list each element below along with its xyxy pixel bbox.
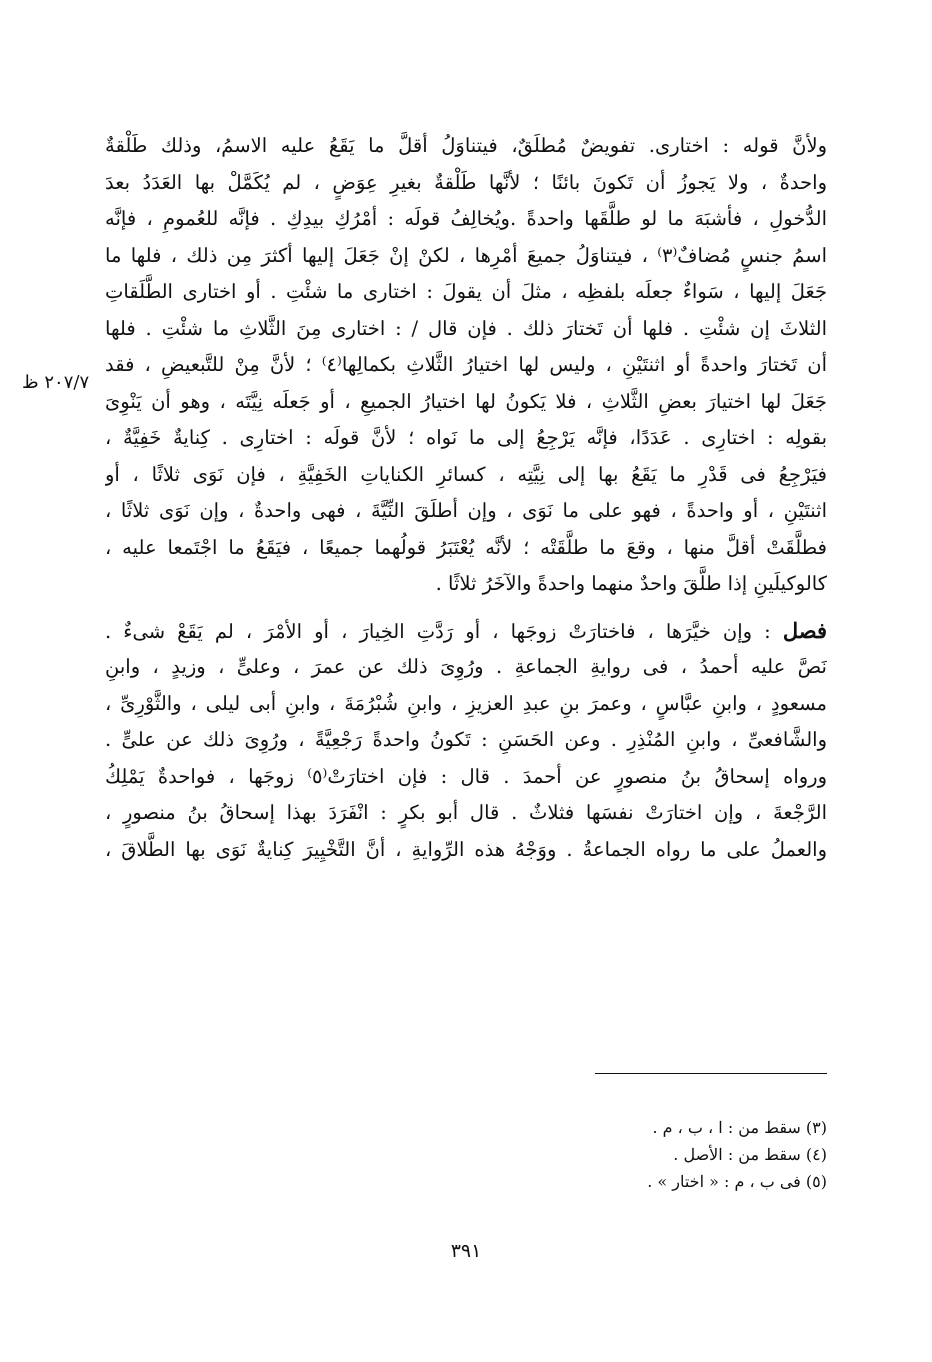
text-line: الرَّجْعةَ ، وإن اختارَتْ نفسَها فثلاثٌ . قال أبو بكرٍ : انْفَرَدَ بهذا إسحاقُ بنُ منصورٍ ، [105, 801, 827, 824]
manuscript-folio-reference: ٢٠٧/٧ ظ [22, 372, 90, 393]
footnote-separator [595, 1073, 827, 1074]
footnote: (٤) سقط من : الأصل . [673, 1145, 827, 1164]
text-line: ورواه إسحاقُ بنُ منصورٍ عن أحمدَ . قال : فإن اختارَتْ⁽٥⁾ زوجَها ، فواحدةٌ يَمْلِكُ [105, 764, 827, 788]
text-line: نَصَّ عليه أحمدُ ، فى روايةِ الجماعةِ . ورُوِىَ ذلك عن عمرَ ، وعلىٍّ ، وزيدٍ ، وابنِ [105, 655, 827, 678]
footnote: (٣) سقط من : ا ، ب ، م . [652, 1118, 827, 1137]
section-heading-text: : وإن خيَّرَها ، فاختارَتْ زوجَها ، أو رَدَّتِ الخِيارَ ، أو الأمْرَ ، لم يَقَعْ شىءٌ . [105, 619, 783, 643]
text-line: جَعَلَ إليها ، سَواءٌ جعلَه بلفظِه ، مثلَ أن يقولَ : اختارى ما شئْتِ . أو اختارى الطَّلَقاتِ [105, 280, 827, 303]
text-line: ولأنَّ قوله : اختارى. تفويضٌ مُطلَقٌ، فيتناوَلُ أقلَّ ما يَقَعُ عليه الاسمُ، وذلك طَلْقةٌ [105, 134, 827, 157]
page-number: ٣٩١ [450, 1240, 482, 1262]
footnotes [430, 1114, 827, 1195]
text-line: بقولِه : اختارِى . عَدَدًا، فإنَّه يَرْجِعُ إلى ما نَواه ؛ لأنَّ قولَه : اختارِى . كِنايةٌ خَفِيَّةٌ ، [105, 426, 827, 449]
fasl-line [105, 613, 827, 650]
text-line: اسمُ جنسٍ مُضافٌ⁽٣⁾ ، فيتناوَلُ جميعَ أمْرِها ، لكنْ إنْ جَعَلَ إليها أكثرَ مِن ذلك ، فلها ما [105, 243, 827, 267]
text-line: أن تَختارَ واحدةً أو اثنتَيْنِ ، وليس لها اختيارُ الثَّلاثِ بكمالِها⁽٤⁾ ؛ لأنَّ مِنْ للتَّبعيضِ ، فقد [105, 353, 827, 376]
main-text-block [105, 128, 827, 868]
text-line: الدُّخولِ ، فأشبَهَ ما لو طلَّقَها واحدةً .ويُخالِفُ قولَه : أمْرُكِ بيدِكِ . فإنَّه للعُمومِ ، فإنَّه [105, 207, 827, 230]
text-line: والعملُ على ما رواه الجماعةُ . ووَجْهُ هذه الرِّوايةِ ، أنَّ التَّخْيِيرَ كِنايةٌ نَوَى بها الطَّلاقَ ، [105, 837, 827, 861]
text-line: الثلاثَ إن شئْتِ . فلها أن تَختارَ ذلك . فإن قال / : اختارى مِنَ الثَّلاثِ ما شئْتِ . فلها [105, 316, 827, 340]
text-line: اثنتَيْنِ ، أو واحدةً ، فهو على ما نَوَى ، وإن أطلَقَ النِّيَّةَ ، فهى واحدةٌ ، وإن نَوَى ثلاثًا ، [105, 499, 827, 522]
section-heading-label: فصل [782, 617, 827, 643]
text-line: مسعودٍ ، وابنِ عبَّاسٍ ، وعمرَ بنِ عبدِ العزيزِ ، وابنِ شُبْرُمَةَ ، وابنِ أبى ليلى ، والثَّوْرِىِّ ، [105, 691, 827, 715]
text-line: كالوكيلَينِ إذا طلَّقَ واحدٌ منهما واحدةً والآخَرُ ثلاثًا . [435, 572, 827, 595]
text-line: جَعَلَ لها اختيارَ بعضِ الثَّلاثِ ، فلا يَكونُ لها اختيارُ الجميعِ ، أو جَعلَه نِيَّتَه ، وهو أن يَنْوِىَ [105, 389, 827, 413]
text-line: فيَرْجِعُ فى قَدْرِ ما يَقَعُ بها إلى نِيَّتِه ، كسائرِ الكناياتِ الخَفِيَّةِ ، فإن نَوَى ثلاثًا ، أو [105, 462, 827, 486]
text-line: واحدةٌ ، ولا يَجوزُ أن تَكونَ بائنًا ؛ لأنَّها طَلْقةٌ بغيرِ عِوَضٍ ، لم يُكَمَّلْ بها العَدَدُ بعدَ [105, 170, 827, 194]
text-line: والشَّافعىِّ ، وابنِ المُنْذِرِ . وعن الحَسَنِ : تَكونُ واحدةً رَجْعِيَّةً ، ورُوِىَ ذلك عن علىٍّ . [105, 728, 827, 751]
footnote: (٥) فى ب ، م : « اختار » . [647, 1172, 827, 1191]
text-line: فطلَّقَتْ أقلَّ منها ، وقعَ ما طلَّقَتْه ؛ لأنَّه يُعْتَبَرُ قولُهما جميعًا ، فيَقَعُ ما اجْتَمعا عليه ، [105, 535, 827, 559]
